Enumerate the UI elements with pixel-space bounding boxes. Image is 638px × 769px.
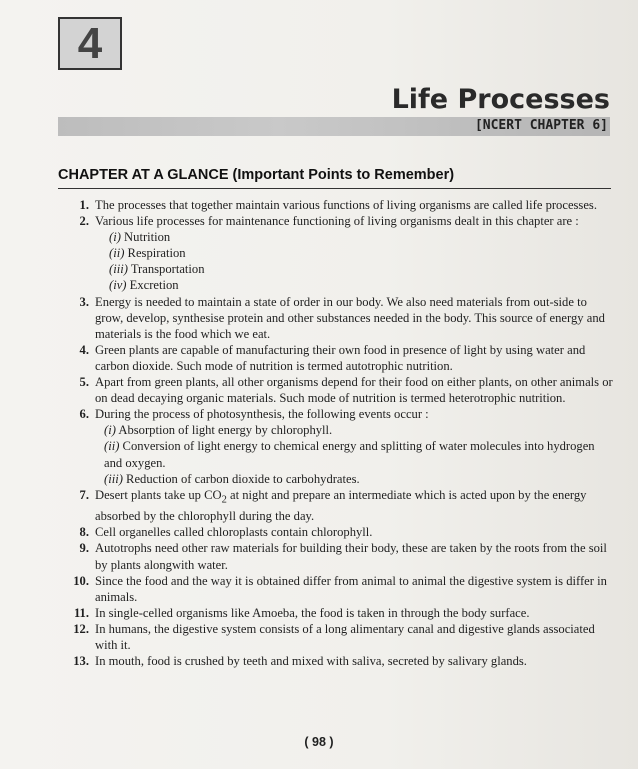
heading-rule bbox=[58, 188, 611, 189]
item-text-part: at night and prepare an intermediate which is acted upon by the energy absorbed by the chlorophyll during the day. bbox=[95, 487, 587, 524]
sub-item bbox=[95, 438, 614, 470]
list-item bbox=[58, 406, 614, 486]
list-item bbox=[58, 540, 614, 572]
list-item bbox=[58, 524, 614, 540]
item-text: Since the food and the way it is obtained differ from animal to animal the digestive system is differ in animals. bbox=[95, 573, 607, 604]
item-number: 3. bbox=[79, 294, 89, 309]
item-number: 9. bbox=[79, 541, 89, 556]
list-item bbox=[58, 621, 614, 653]
sub-item-text: Excretion bbox=[129, 278, 179, 293]
item-text: Cell organelles called chloroplasts contain chlorophyll. bbox=[95, 525, 373, 540]
item-text: In humans, the digestive system consists of a long alimentary canal and digestive glands associated with it. bbox=[95, 621, 595, 653]
section-heading: CHAPTER AT A GLANCE (Important Points to Remember) bbox=[58, 167, 455, 183]
item-number: 6. bbox=[79, 407, 89, 422]
subscript: 2 bbox=[221, 494, 227, 506]
sub-item-text: Transportation bbox=[130, 262, 205, 277]
list-item bbox=[58, 294, 614, 342]
list-item bbox=[58, 197, 614, 213]
ncert-reference: [NCERT CHAPTER 6] bbox=[474, 118, 608, 133]
sub-item-numeral: (i) bbox=[104, 423, 116, 438]
sub-item-text: Respiration bbox=[127, 246, 186, 261]
item-text: Apart from green plants, all other organisms depend for their food on either plants, on other animals or on dead decaying organic materials. Such mode of nutrition is termed heterotrophic nutrition. bbox=[95, 375, 613, 406]
list-item bbox=[58, 573, 614, 605]
sub-item bbox=[95, 422, 614, 438]
sub-item-text: Absorption of light energy by chlorophyll. bbox=[118, 423, 333, 438]
page-number: ( 98 ) bbox=[304, 735, 334, 749]
sub-item-numeral: (iii) bbox=[104, 471, 123, 486]
list-item bbox=[58, 374, 614, 406]
item-text: Energy is needed to maintain a state of order in our body. We also need materials from out-side to grow, develop, synthesise protein and other substances needed in the body. This source of energy and materials is the food which we eat. bbox=[95, 294, 605, 341]
item-text-part: Desert plants take up CO bbox=[95, 487, 222, 502]
item-text: Autotrophs need other raw materials for building their body, these are taken by the roots from the soil by plants alongwith water. bbox=[95, 541, 607, 572]
item-number: 8. bbox=[79, 525, 89, 540]
chapter-number: 4 bbox=[77, 18, 103, 68]
sub-item bbox=[95, 229, 614, 245]
list-item bbox=[58, 213, 614, 293]
list-item bbox=[58, 342, 614, 374]
item-text: The processes that together maintain various functions of living organisms are called life processes. bbox=[95, 198, 597, 212]
list-item bbox=[58, 605, 614, 621]
sub-item bbox=[95, 277, 614, 293]
item-number: 7. bbox=[79, 487, 89, 502]
sub-item-text: Conversion of light energy to chemical energy and splitting of water molecules into hydrogen and oxygen. bbox=[104, 439, 595, 470]
item-number: 5. bbox=[79, 375, 89, 390]
chapter-number-box bbox=[58, 17, 122, 70]
item-number: 11. bbox=[73, 605, 89, 620]
item-number: 4. bbox=[79, 342, 89, 357]
item-number: 1. bbox=[79, 198, 89, 212]
list-item bbox=[58, 487, 614, 525]
item-text: During the process of photosynthesis, the following events occur : bbox=[95, 407, 429, 422]
sub-item-numeral: (iii) bbox=[109, 262, 128, 277]
list-item bbox=[58, 653, 614, 669]
sub-item-numeral: (ii) bbox=[109, 246, 125, 261]
sub-item bbox=[95, 261, 614, 277]
item-text: In single-celled organisms like Amoeba, the food is taken in through the body surface. bbox=[95, 605, 530, 620]
item-text: In mouth, food is crushed by teeth and mixed with saliva, secreted by salivary glands. bbox=[95, 654, 527, 669]
sub-item-numeral: (i) bbox=[109, 230, 121, 245]
chapter-title: Life Processes bbox=[391, 84, 610, 115]
item-number: 2. bbox=[79, 214, 89, 229]
item-text: Green plants are capable of manufacturing their own food in presence of light by using water and carbon dioxide. Such mode of nutrition is termed autotrophic nutrition. bbox=[95, 342, 586, 373]
sub-item-text: Nutrition bbox=[124, 230, 171, 245]
sub-item-numeral: (iv) bbox=[109, 278, 127, 293]
item-text: Various life processes for maintenance functioning of living organisms dealt in this chapter are : bbox=[95, 214, 579, 229]
points-list bbox=[58, 197, 614, 669]
sub-item bbox=[95, 471, 614, 487]
sub-item-text: Reduction of carbon dioxide to carbohydrates. bbox=[126, 471, 360, 486]
item-number: 12. bbox=[73, 621, 89, 636]
item-text bbox=[95, 488, 586, 524]
sub-item bbox=[95, 245, 614, 261]
sub-item-numeral: (ii) bbox=[104, 439, 120, 454]
item-number: 13. bbox=[73, 654, 89, 669]
item-number: 10. bbox=[73, 573, 89, 588]
